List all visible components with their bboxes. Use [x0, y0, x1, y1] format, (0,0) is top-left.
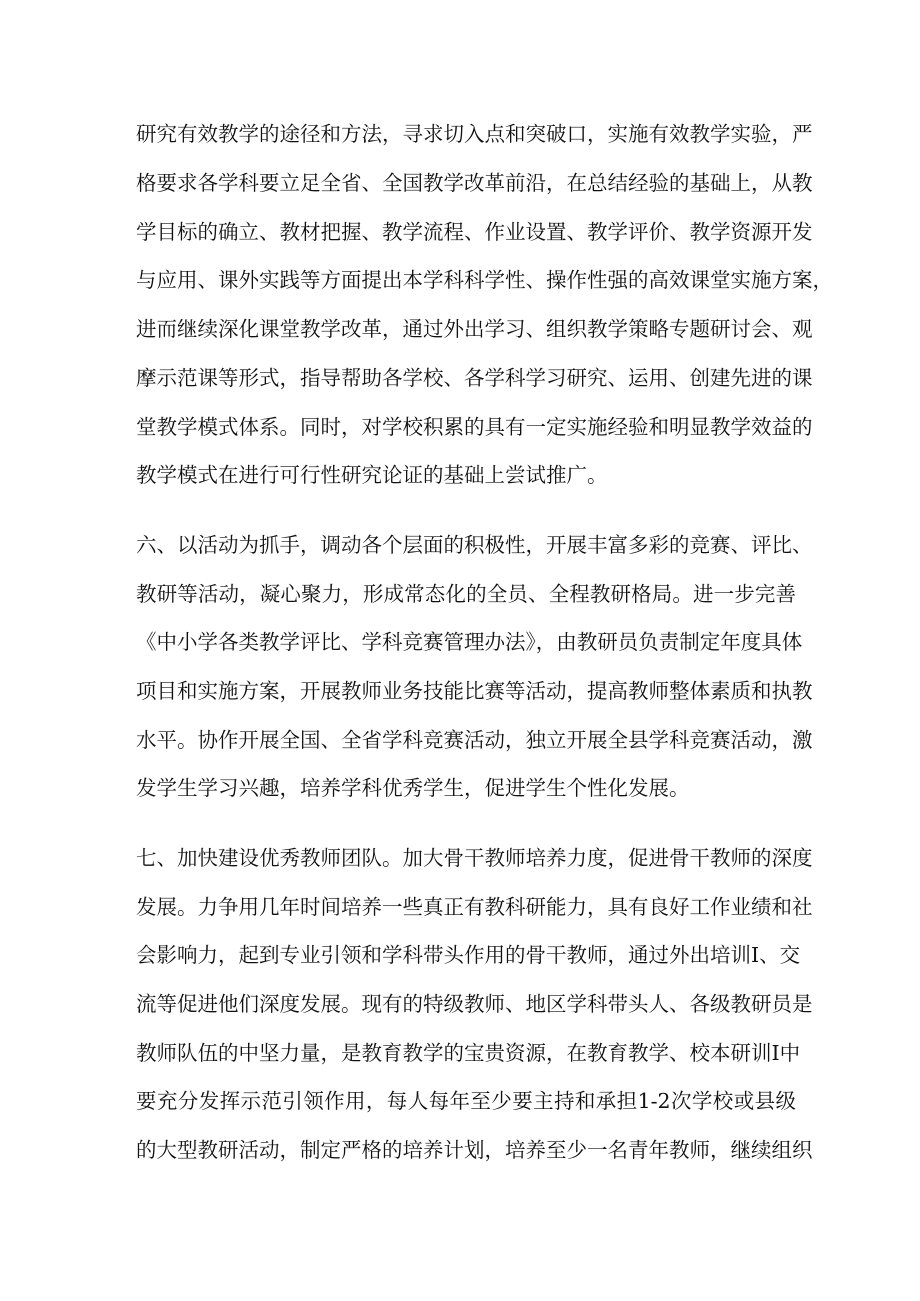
- paragraph-3-line-2: 发展。力争用几年时间培养一些真正有教科研能力，具有良好工作业绩和社: [136, 895, 813, 919]
- paragraph-1-line-3: 学目标的确立、教材把握、教学流程、作业设置、教学评价、教学资源开发: [136, 220, 813, 244]
- paragraph-2-line-1: 六、以活动为抓手，调动各个层面的积极性，开展丰富多彩的竞赛、评比、: [136, 533, 813, 557]
- paragraph-2-line-4: 项目和实施方案，开展教师业务技能比赛等活动，提高教师整体素质和执教: [136, 679, 813, 703]
- paragraph-2-line-6: 发学生学习兴趣，培养学科优秀学生，促进学生个性化发展。: [136, 776, 690, 800]
- paragraph-2-line-5: 水平。协作开展全国、全省学科竞赛活动，独立开展全县学科竞赛活动，激: [136, 728, 813, 752]
- paragraph-1-line-2: 格要求各学科要立足全省、全国教学改革前沿，在总结经验的基础上，从教: [136, 171, 813, 195]
- paragraph-3-line-1: 七、加快建设优秀教师团队。加大骨干教师培养力度，促进骨干教师的深度: [136, 846, 813, 870]
- paragraph-2-line-2: 教研等活动，凝心聚力，形成常态化的全员、全程教研格局。进一步完善: [136, 582, 796, 606]
- paragraph-1-line-7: 堂教学模式体系。同时，对学校积累的具有一定实施经验和明显教学效益的: [136, 415, 813, 439]
- paragraph-3-line-3: 会影响力，起到专业引领和学科带头作用的骨干教师，通过外出培训I、交: [136, 943, 801, 967]
- paragraph-1-line-4: 与应用、课外实践等方面提出本学科科学性、操作性强的高效课堂实施方案，: [136, 268, 833, 292]
- paragraph-2-line-3: 《中小学各类教学评比、学科竞赛管理办法》，由教研员负责制定年度具体: [136, 630, 803, 654]
- paragraph-3-line-7: 的大型教研活动，制定严格的培养计划，培养至少一名青年教师，继续组织: [136, 1138, 813, 1162]
- paragraph-1-line-1: 研究有效教学的途径和方法，寻求切入点和突破口，实施有效教学实验，严: [136, 122, 813, 146]
- paragraph-1-line-6: 摩示范课等形式，指导帮助各学校、各学科学习研究、运用、创建先进的课: [136, 366, 813, 390]
- paragraph-3-line-6: 要充分发挥示范引领作用，每人每年至少要主持和承担1-2次学校或县级: [136, 1089, 796, 1113]
- paragraph-3-line-4: 流等促进他们深度发展。现有的特级教师、地区学科带头人、各级教研员是: [136, 992, 813, 1016]
- paragraph-3-line-5: 教师队伍的中坚力量，是教育教学的宝贵资源，在教育教学、校本研训I中: [136, 1041, 801, 1065]
- paragraph-1-line-5: 进而继续深化课堂教学改革，通过外出学习、组织教学策略专题研讨会、观: [136, 317, 813, 341]
- paragraph-1-line-8: 教学模式在进行可行性研究论证的基础上尝试推广。: [136, 463, 608, 487]
